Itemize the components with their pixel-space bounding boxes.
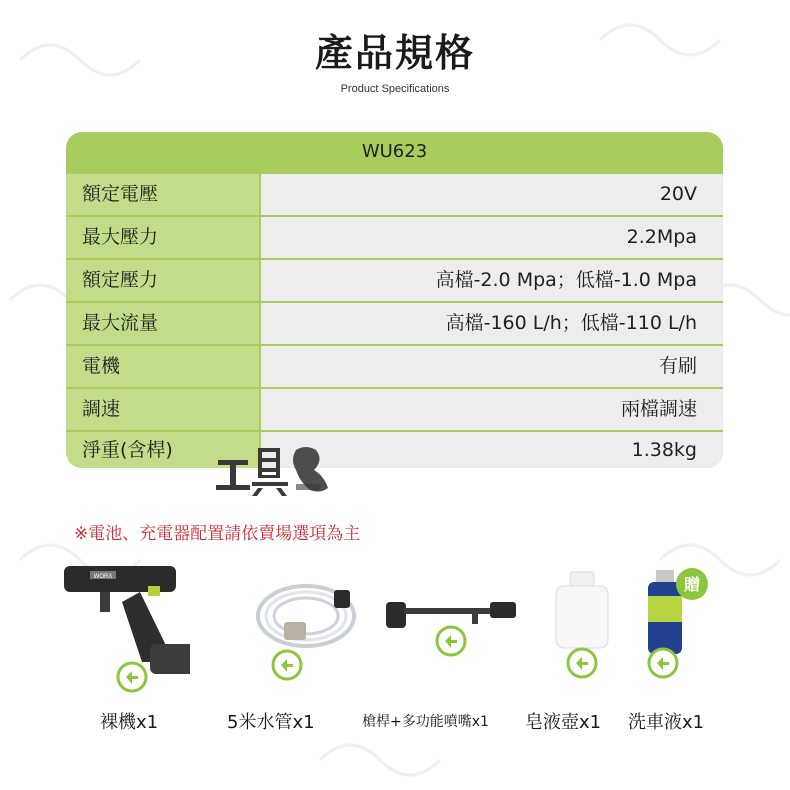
spec-row-speed <box>66 389 723 430</box>
spec-row-weight <box>66 432 723 468</box>
check-badge-icon <box>434 624 468 658</box>
item-label-car-wash-liquid: 洗車液x1 <box>628 712 705 733</box>
spec-value: 2.2Mpa <box>261 217 723 258</box>
spec-row-rated-voltage <box>66 174 723 215</box>
spec-table <box>66 132 723 468</box>
spec-value: 高檔-2.0 Mpa；低檔-1.0 Mpa <box>261 260 723 301</box>
check-badge-icon <box>115 660 149 694</box>
item-label-lance-nozzle: 槍桿+多功能噴嘴x1 <box>362 714 489 730</box>
spec-row-max-flow <box>66 303 723 344</box>
hose-image <box>248 568 366 668</box>
item-label-bare-tool: 裸機x1 <box>100 712 159 733</box>
spec-label: 淨重(含桿) <box>66 432 259 468</box>
check-badge-icon <box>646 646 680 680</box>
notice-text: ※電池、充電器配置請依賣場選項為主 <box>74 524 361 544</box>
spec-value: 1.38kg <box>261 432 723 468</box>
spec-value: 兩檔調速 <box>261 389 723 430</box>
check-badge-icon <box>565 646 599 680</box>
spec-label: 最大流量 <box>66 303 259 344</box>
spec-label: 電機 <box>66 346 259 387</box>
check-badge-icon <box>270 648 304 682</box>
spec-label: 額定壓力 <box>66 260 259 301</box>
gift-badge-icon <box>674 566 710 602</box>
spec-label: 最大壓力 <box>66 217 259 258</box>
product-brand-mark: WORX <box>93 574 113 580</box>
spec-row-rated-pressure <box>66 260 723 301</box>
item-label-hose: 5米水管x1 <box>227 712 315 733</box>
spec-label: 額定電壓 <box>66 174 259 215</box>
page-title: 產品規格 <box>314 31 475 75</box>
page-subtitle: Product Specifications <box>340 83 450 95</box>
spec-value: 有刷 <box>261 346 723 387</box>
item-label-soap-bottle: 皂液壺x1 <box>525 712 602 733</box>
soap-bottle-image <box>550 570 614 650</box>
spec-value: 高檔-160 L/h；低檔-110 L/h <box>261 303 723 344</box>
spec-label: 調速 <box>66 389 259 430</box>
brand-logo <box>212 440 334 498</box>
gift-badge-text: 贈 <box>683 575 701 594</box>
spec-row-max-pressure <box>66 217 723 258</box>
spec-value: 20V <box>261 174 723 215</box>
spec-table-model: WU623 <box>361 141 428 162</box>
spec-row-motor <box>66 346 723 387</box>
